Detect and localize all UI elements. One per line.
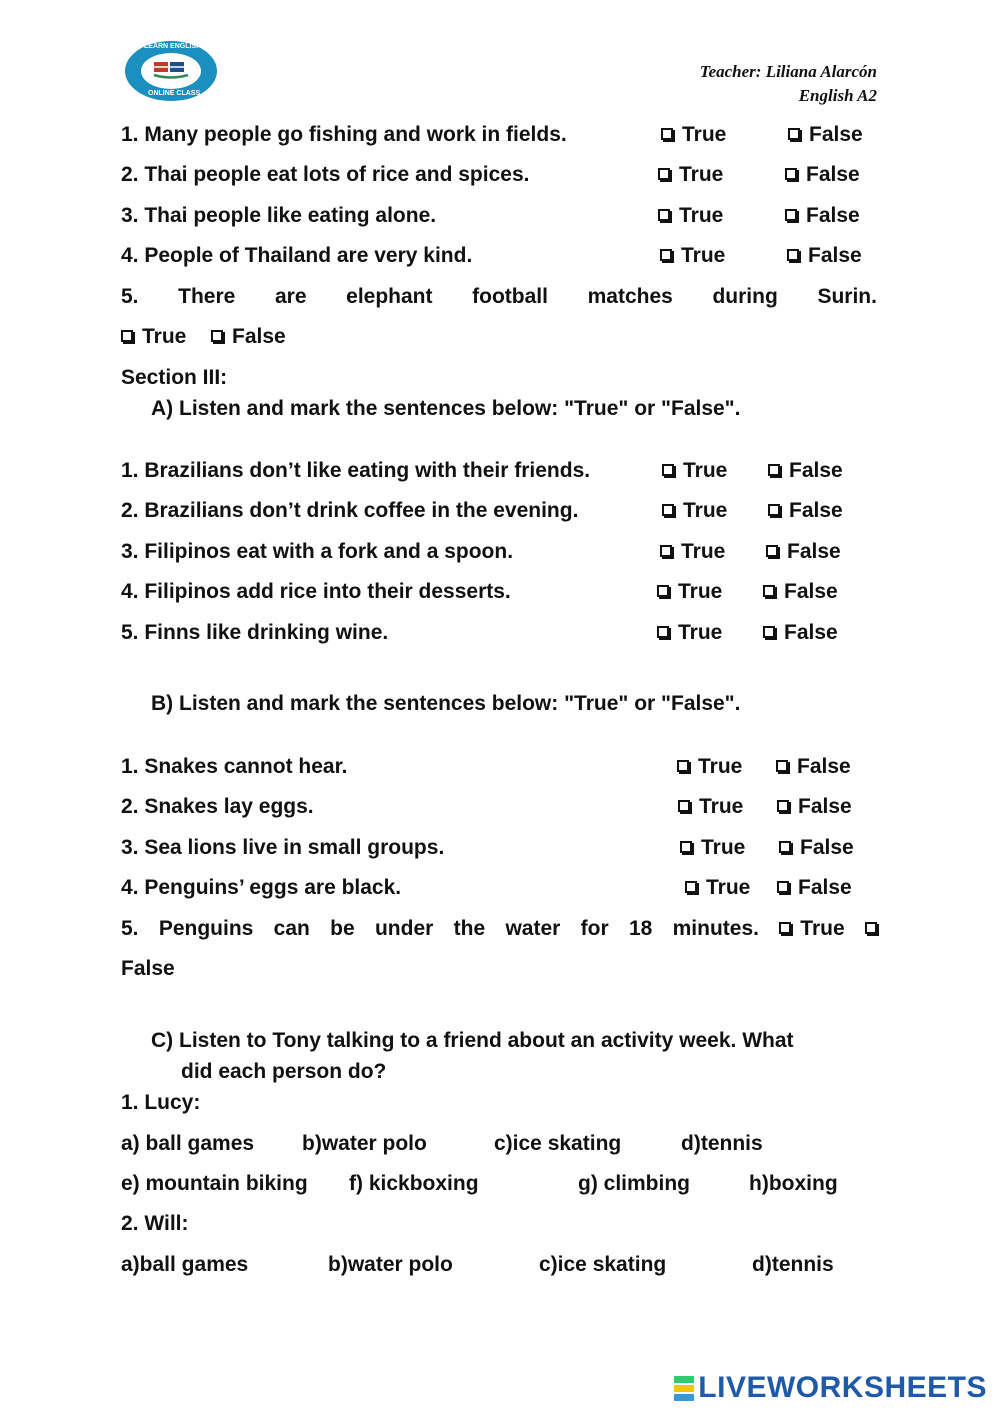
logo-text-bottom: ONLINE CLASS [148, 90, 201, 97]
checkbox-icon[interactable] [785, 209, 797, 221]
false-option[interactable]: False [776, 754, 851, 780]
liveworksheets-mark-icon [674, 1375, 694, 1402]
checkbox-icon[interactable] [661, 128, 673, 140]
checkbox-icon[interactable] [779, 841, 791, 853]
checkbox-icon[interactable] [785, 168, 797, 180]
person-label: 2. Will: [121, 1212, 189, 1235]
true-option[interactable]: True [661, 122, 726, 148]
false-option[interactable]: False [211, 324, 286, 350]
activity-option[interactable]: f) kickboxing [349, 1172, 479, 1195]
true-option[interactable]: True [121, 324, 186, 350]
statement-text: 2. Brazilians don’t drink coffee in the evening. [121, 499, 579, 522]
checkbox-icon[interactable] [763, 585, 775, 597]
checkbox-icon[interactable] [662, 464, 674, 476]
false-option[interactable]: False [777, 875, 852, 901]
activity-option[interactable]: c)ice skating [539, 1253, 667, 1276]
false-option[interactable]: False [766, 539, 841, 565]
false-option[interactable]: False [768, 498, 843, 524]
statement-text: 4. People of Thailand are very kind. [121, 244, 473, 267]
liveworksheets-logo [674, 1373, 987, 1403]
part-c-instruction: C) Listen to Tony talking to a friend about an activity week. What [151, 1029, 794, 1052]
checkbox-icon[interactable] [776, 760, 788, 772]
true-option[interactable]: True [678, 794, 743, 820]
statement-text: 3. Filipinos eat with a fork and a spoon. [121, 540, 514, 563]
checkbox-icon[interactable] [779, 922, 791, 934]
false-option[interactable]: False [763, 620, 838, 646]
activity-option[interactable]: d)tennis [681, 1132, 763, 1155]
false-option[interactable]: False [787, 243, 862, 269]
activity-option[interactable]: d)tennis [752, 1253, 834, 1276]
checkbox-icon[interactable] [766, 545, 778, 557]
false-option[interactable]: False [777, 794, 852, 820]
true-option[interactable]: True [662, 458, 727, 484]
checkbox-icon[interactable] [777, 881, 789, 893]
true-option[interactable]: True [657, 579, 722, 605]
statement-text: 3. Sea lions live in small groups. [121, 836, 445, 859]
statement-text: 1. Brazilians don’t like eating with their friends. [121, 459, 591, 482]
statement-text: 5. Finns like drinking wine. [121, 621, 389, 644]
false-option[interactable]: False [785, 203, 860, 229]
activity-option[interactable]: b)water polo [328, 1253, 453, 1276]
false-option[interactable]: False [785, 162, 860, 188]
checkbox-icon[interactable] [777, 800, 789, 812]
checkbox-icon[interactable] [211, 330, 223, 342]
true-option[interactable]: True [779, 916, 844, 942]
section-title: Section III: [121, 366, 228, 389]
checkbox-icon[interactable] [657, 585, 669, 597]
checkbox-icon[interactable] [121, 330, 133, 342]
activity-option[interactable]: a) ball games [121, 1132, 255, 1155]
part-a-instruction: A) Listen and mark the sentences below: "True" or "False". [151, 397, 741, 420]
checkbox-icon[interactable] [660, 249, 672, 261]
true-option[interactable]: True [680, 835, 745, 861]
false-option-label[interactable]: False [121, 957, 175, 980]
checkbox-icon[interactable] [658, 209, 670, 221]
checkbox-icon[interactable] [763, 626, 775, 638]
activity-option[interactable]: g) climbing [578, 1172, 690, 1195]
checkbox-icon[interactable] [677, 760, 689, 772]
statement-text: 3. Thai people like eating alone. [121, 204, 437, 227]
statement-text: 1. Many people go fishing and work in fields. [121, 123, 567, 146]
teacher-name: Teacher: Liliana Alarcón [699, 62, 877, 81]
checkbox-icon[interactable] [865, 922, 877, 934]
activity-option[interactable]: e) mountain biking [121, 1172, 308, 1195]
true-option[interactable]: True [657, 620, 722, 646]
logo-text-top: LEARN ENGLISH [144, 43, 202, 50]
statement-5-justified: 5. Penguins can be under the water for 18 minutes. True [121, 916, 877, 942]
false-option[interactable]: False [788, 122, 863, 148]
checkbox-icon[interactable] [660, 545, 672, 557]
false-option[interactable]: False [779, 835, 854, 861]
checkbox-icon[interactable] [685, 881, 697, 893]
statement-text: 2. Thai people eat lots of rice and spices. [121, 163, 530, 186]
checkbox-icon[interactable] [657, 626, 669, 638]
part-b-instruction: B) Listen and mark the sentences below: "True" or "False". [151, 692, 741, 715]
true-option[interactable]: True [658, 203, 723, 229]
part-c-instruction-cont: did each person do? [181, 1060, 387, 1083]
activity-option[interactable]: c)ice skating [494, 1132, 622, 1155]
checkbox-icon[interactable] [680, 841, 692, 853]
brand-name: LIVEWORKSHEETS [698, 1371, 987, 1404]
true-option[interactable]: True [662, 498, 727, 524]
false-option[interactable]: False [768, 458, 843, 484]
checkbox-icon[interactable] [662, 504, 674, 516]
true-option[interactable]: True [660, 243, 725, 269]
checkbox-icon[interactable] [678, 800, 690, 812]
true-option[interactable]: True [685, 875, 750, 901]
activity-option[interactable]: b)water polo [302, 1132, 427, 1155]
statement-text: 4. Penguins’ eggs are black. [121, 876, 402, 899]
statement-5-justified: 5. There are elephant football matches during Surin. [121, 285, 877, 308]
checkbox-icon[interactable] [768, 464, 780, 476]
checkbox-icon[interactable] [768, 504, 780, 516]
statement-text: 1. Snakes cannot hear. [121, 755, 348, 778]
true-option[interactable]: True [660, 539, 725, 565]
checkbox-icon[interactable] [658, 168, 670, 180]
school-logo [124, 40, 220, 102]
true-option[interactable]: True [677, 754, 742, 780]
activity-option[interactable]: h)boxing [749, 1172, 838, 1195]
statement-text: 4. Filipinos add rice into their desserts. [121, 580, 511, 603]
false-option[interactable]: False [763, 579, 838, 605]
true-option[interactable]: True [658, 162, 723, 188]
course-name: English A2 [798, 86, 877, 105]
person-label: 1. Lucy: [121, 1091, 201, 1114]
checkbox-icon[interactable] [788, 128, 800, 140]
checkbox-icon[interactable] [787, 249, 799, 261]
activity-option[interactable]: a)ball games [121, 1253, 249, 1276]
statement-text: 2. Snakes lay eggs. [121, 795, 314, 818]
